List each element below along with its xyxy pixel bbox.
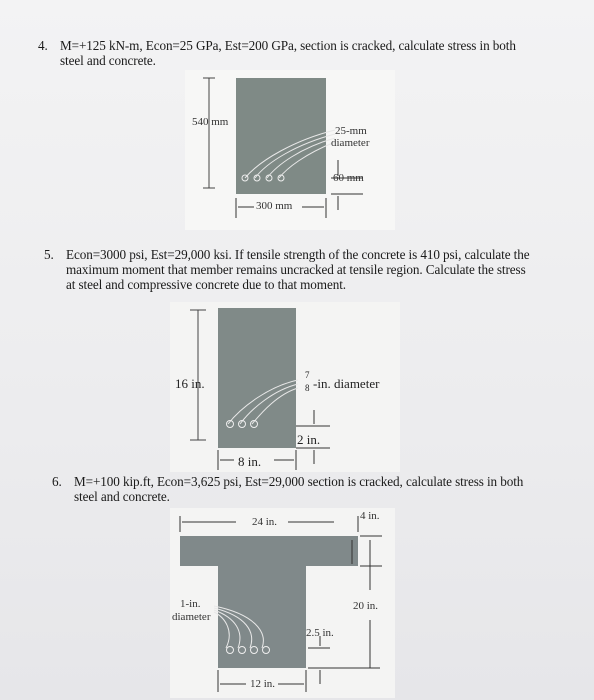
problem-5-text — [44, 247, 584, 292]
width-label: 8 in. — [238, 454, 262, 469]
depth-label: 20 in. — [353, 600, 379, 612]
cover-label: 2 in. — [297, 432, 321, 447]
flange-width-label: 24 in. — [252, 516, 278, 528]
problem-line: steel and concrete. — [74, 489, 170, 504]
width-label: 300 mm — [256, 200, 293, 212]
height-label: 540 mm — [192, 116, 229, 128]
problem-number: 5. — [44, 247, 54, 262]
problem-number: 4. — [38, 38, 48, 53]
bar-diameter-label: -in. diameter — [313, 376, 380, 391]
web-width-label: 12 in. — [250, 678, 276, 690]
height-label: 16 in. — [175, 376, 205, 391]
problem-4-text — [38, 38, 578, 68]
bar-diameter-label: 1-in. — [180, 598, 201, 610]
cover-label: 2.5 in. — [306, 627, 334, 639]
problem-6-text — [52, 474, 582, 504]
bar-diameter-label: diameter — [172, 611, 211, 623]
problem-line: at steel and compressive concrete due to that moment. — [66, 277, 346, 292]
fraction-numerator: 7 — [305, 370, 310, 380]
cover-label: 60 mm — [333, 172, 364, 184]
bar-diameter-label: 25-mm — [335, 125, 367, 137]
problem-line: steel and concrete. — [60, 53, 156, 68]
problem-line: maximum moment that member remains uncracked at tensile region. Calculate the stress — [66, 262, 526, 277]
problem-line: Econ=3000 psi, Est=29,000 ksi. If tensile strength of the concrete is 410 psi, calculate the — [66, 247, 530, 262]
flange-thickness-label: 4 in. — [360, 510, 380, 522]
problem-line: M=+100 kip.ft, Econ=3,625 psi, Est=29,000 section is cracked, calculate stress in both — [74, 474, 524, 489]
problem-number: 6. — [52, 474, 62, 489]
beam-section — [236, 78, 326, 194]
problem-line: M=+125 kN-m, Econ=25 GPa, Est=200 GPa, section is cracked, calculate stress in both — [60, 38, 516, 53]
fraction-denominator: 8 — [305, 383, 310, 393]
bar-diameter-label: diameter — [331, 137, 370, 149]
